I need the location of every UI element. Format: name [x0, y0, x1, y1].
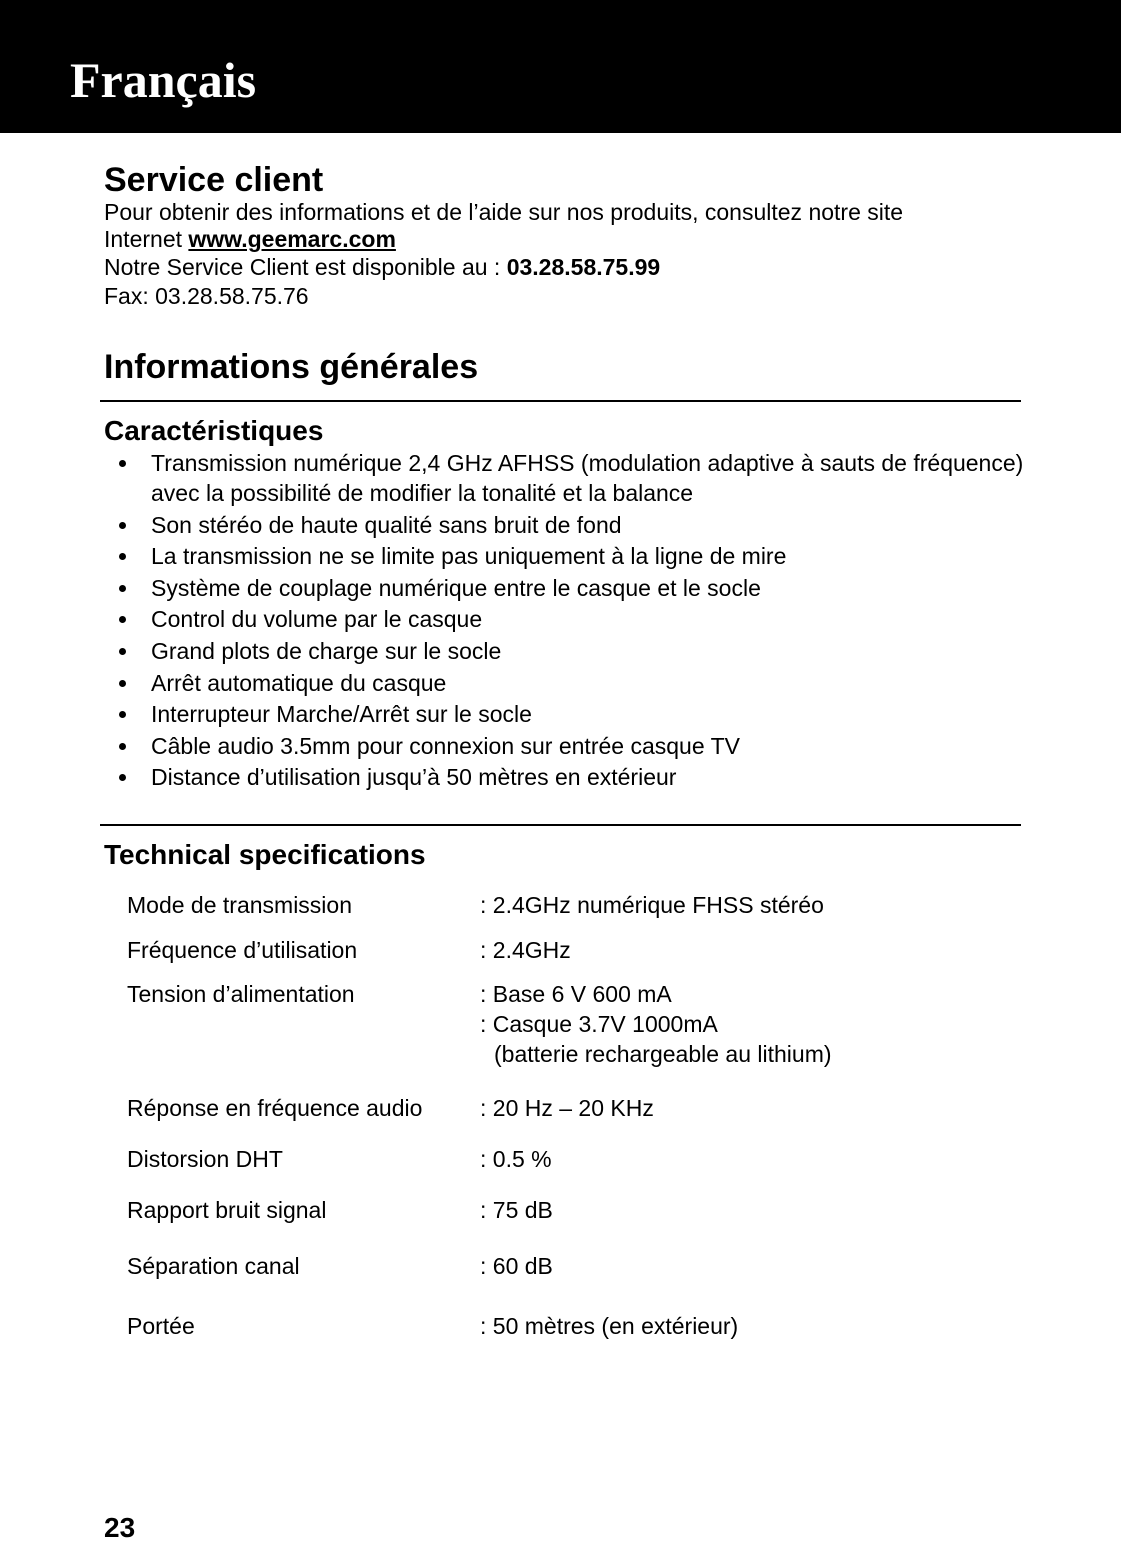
- spec-label: Réponse en fréquence audio: [127, 1095, 423, 1121]
- list-item-text: Transmission numérique 2,4 GHz AFHSS (modulation adaptive à sauts de fréquence) avec la possibilité de modifier la tonalité et la balance: [151, 450, 1024, 506]
- features-list: [104, 448, 1024, 794]
- spec-value: : 50 mètres (en extérieur): [480, 1313, 739, 1339]
- spec-label: Distorsion DHT: [127, 1146, 283, 1172]
- page-number: 23: [104, 1512, 136, 1543]
- list-item-text: La transmission ne se limite pas uniquement à la ligne de mire: [151, 543, 787, 570]
- website-prefix: Internet: [104, 226, 189, 252]
- service-client-text-line1: Pour obtenir des informations et de l’aide sur nos produits, consultez notre site: [104, 199, 904, 225]
- language-header-bar: [0, 0, 1121, 133]
- specs-heading: Technical specifications: [104, 839, 426, 870]
- spec-label: Séparation canal: [127, 1253, 300, 1279]
- spec-label: Rapport bruit signal: [127, 1197, 327, 1223]
- bullet-icon: [119, 585, 126, 592]
- spec-value-line3: (batterie rechargeable au lithium): [494, 1041, 832, 1067]
- list-item-text: Système de couplage numérique entre le casque et le socle: [151, 574, 761, 601]
- section-divider: [100, 400, 1021, 402]
- spec-label: Fréquence d’utilisation: [127, 937, 358, 963]
- spec-value-line2: : Casque 3.7V 1000mA: [480, 1011, 718, 1037]
- list-item-text: Câble audio 3.5mm pour connexion sur entrée casque TV: [151, 732, 740, 759]
- list-item: [104, 699, 1024, 729]
- language-title: Français: [70, 52, 257, 108]
- list-item: [104, 510, 1024, 540]
- list-item-text: Interrupteur Marche/Arrêt sur le socle: [151, 701, 532, 728]
- service-client-phone-line: [104, 254, 660, 281]
- list-item: [104, 604, 1024, 634]
- spec-label: Mode de transmission: [127, 892, 352, 918]
- service-client-website-line: [104, 226, 396, 253]
- list-item-text: Control du volume par le casque: [151, 606, 483, 633]
- list-item: [104, 541, 1024, 571]
- list-item-text: Son stéréo de haute qualité sans bruit de fond: [151, 511, 622, 538]
- bullet-icon: [119, 616, 126, 623]
- spec-value: : 75 dB: [480, 1197, 553, 1223]
- list-item: [104, 731, 1024, 761]
- spec-value: : 0.5 %: [480, 1146, 552, 1172]
- list-item-text: Arrêt automatique du casque: [151, 669, 447, 696]
- general-info-heading: Informations générales: [104, 348, 479, 386]
- spec-value: : Base 6 V 600 mA: [480, 981, 672, 1007]
- bullet-icon: [119, 522, 126, 529]
- section-divider: [100, 824, 1021, 826]
- bullet-icon: [119, 460, 126, 467]
- service-client-heading: Service client: [104, 161, 324, 199]
- bullet-icon: [119, 711, 126, 718]
- list-item: [104, 448, 1024, 508]
- spec-label: Tension d’alimentation: [127, 981, 355, 1007]
- list-item: [104, 636, 1024, 666]
- service-client-fax: Fax: 03.28.58.75.76: [104, 283, 309, 309]
- phone-prefix: Notre Service Client est disponible au :: [104, 254, 507, 280]
- list-item: [104, 762, 1024, 792]
- list-item-text: Distance d’utilisation jusqu’à 50 mètres en extérieur: [151, 764, 677, 791]
- list-item-text: Grand plots de charge sur le socle: [151, 637, 502, 664]
- spec-value: : 2.4GHz numérique FHSS stéréo: [480, 892, 824, 918]
- spec-value: : 60 dB: [480, 1253, 553, 1279]
- bullet-icon: [119, 680, 126, 687]
- features-heading: Caractéristiques: [104, 415, 324, 446]
- bullet-icon: [119, 774, 126, 781]
- bullet-icon: [119, 648, 126, 655]
- list-item: [104, 573, 1024, 603]
- spec-label: Portée: [127, 1313, 195, 1339]
- spec-value: : 2.4GHz: [480, 937, 571, 963]
- phone-number: 03.28.58.75.99: [506, 254, 661, 280]
- bullet-icon: [119, 743, 126, 750]
- spec-value: : 20 Hz – 20 KHz: [480, 1095, 654, 1121]
- website-link[interactable]: www.geemarc.com: [188, 226, 396, 252]
- list-item: [104, 668, 1024, 698]
- bullet-icon: [119, 553, 126, 560]
